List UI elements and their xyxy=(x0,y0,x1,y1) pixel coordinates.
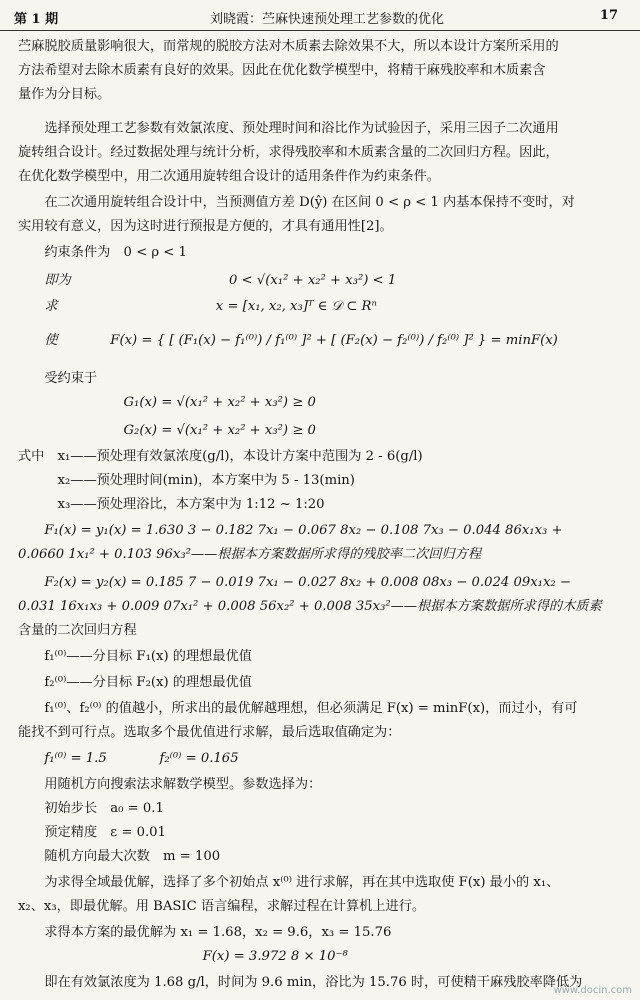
chosen-values: f₁⁽⁰⁾ = 1.5 f₂⁽⁰⁾ = 0.165 xyxy=(18,751,239,766)
formula-line: 即为 0 < √(x₁² + x₂² + x₃²) < 1 xyxy=(18,273,397,288)
text-line: 含量的二次回归方程 xyxy=(18,623,137,638)
text-line: 苎麻脱胶质量影响很大，而常规的脱胶方法对木质素去除效果不大，所以本设计方案所采用的 xyxy=(18,39,559,54)
regression-equation: F₁(x) = y₁(x) = 1.630 3 − 0.182 7x₁ − 0.067 8x₂ − 0.108 7x₃ − 0.044 86x₁x₃ + xyxy=(18,523,563,538)
text-line: 受约束于 xyxy=(18,371,98,386)
watermark: www.docin.com xyxy=(553,985,632,996)
text-line: 实用较有意义，因为这时进行预报是方便的，才具有通用性[2]。 xyxy=(18,219,393,234)
running-title: 刘晓霞：苎麻快速预处理工艺参数的优化 xyxy=(210,12,445,27)
page-number: 17 xyxy=(599,8,618,23)
result-formula: F(x) = 3.972 8 × 10⁻⁸ xyxy=(18,949,348,964)
text-line: x₂、x₃，即最优解。用 BASIC 语言编程，求解过程在计算机上进行。 xyxy=(18,899,426,914)
variable-definition: x₂——预处理时间(min)，本方案中为 5 - 13(min) xyxy=(18,473,355,488)
text-line: 旋转组合设计。经过数据处理与统计分析，求得残胶率和木质素含量的二次回归方程。因此， xyxy=(18,145,559,160)
definition-line: f₁⁽⁰⁾——分目标 F₁(x) 的理想最优值 xyxy=(18,649,252,664)
variable-definition: x₃——预处理浴比，本方案中为 1:12 ~ 1:20 xyxy=(18,497,325,512)
parameter-line: 随机方向最大次数 m = 100 xyxy=(18,849,221,864)
text-line: f₁⁽⁰⁾、f₂⁽⁰⁾ 的值越小，所求出的最优解越理想，但必须满足 F(x) = minF(x)，而过小，有可 xyxy=(18,701,578,716)
formula-line: G₂(x) = √(x₁² + x₂² + x₃²) ≥ 0 xyxy=(18,423,316,438)
text-line: 用随机方向搜索法求解数学模型。参数选择为： xyxy=(18,777,322,792)
text-line: 方法希望对去除木质素有良好的效果。因此在优化数学模型中，将精干麻残胶率和木质素含 xyxy=(18,63,546,78)
text-line: 即在有效氯浓度为 1.68 g/l，时间为 9.6 min，浴比为 15.76 时，可使精干麻残胶率降低为 xyxy=(18,975,583,990)
text-line: 为求得全域最优解，选择了多个初始点 x⁽⁰⁾ 进行求解，再在其中选取使 F(x) 最小的 x₁、 xyxy=(18,875,560,890)
variable-definition: 式中 x₁——预处理有效氯浓度(g/l)，本设计方案中范围为 2 - 6(g/l) xyxy=(18,449,423,464)
text-line: 量作为分目标。 xyxy=(18,87,111,102)
regression-equation: 0.0660 1x₁² + 0.103 96x₃²——根据本方案数据所求得的残胶率二次回归方程 xyxy=(18,547,482,562)
parameter-line: 初始步长 a₀ = 0.1 xyxy=(18,801,164,816)
formula-line: 使 F(x) = { [ (F₁(x) − f₁⁽⁰⁾) / f₁⁽⁰⁾ ]² + [ (F₂(x) − f₂⁽⁰⁾) / f₂⁽⁰⁾ ]² } = minF(x) xyxy=(18,333,558,348)
text-line: 能找不到可行点。选取多个最优值进行求解，最后选取值确定为： xyxy=(18,725,401,740)
issue-label: 第 1 期 xyxy=(14,12,59,27)
definition-line: f₂⁽⁰⁾——分目标 F₂(x) 的理想最优值 xyxy=(18,675,252,690)
parameter-line: 预定精度 ε = 0.01 xyxy=(18,825,166,840)
constraint-line: 约束条件为 0 < ρ < 1 xyxy=(18,245,187,260)
result-line: 求得本方案的最优解为 x₁ = 1.68，x₂ = 9.6，x₃ = 15.76 xyxy=(18,925,392,940)
regression-equation: F₂(x) = y₂(x) = 0.185 7 − 0.019 7x₁ − 0.027 8x₂ + 0.008 08x₃ − 0.024 09x₁x₂ − xyxy=(18,575,571,590)
regression-equation: 0.031 16x₁x₃ + 0.009 07x₁² + 0.008 56x₂² + 0.008 35x₃²——根据本方案数据所求得的木质素 xyxy=(18,599,602,614)
formula-line: G₁(x) = √(x₁² + x₂² + x₃²) ≥ 0 xyxy=(18,395,316,410)
page-header xyxy=(0,0,640,31)
text-line: 选择预处理工艺参数有效氯浓度、预处理时间和浴比作为试验因子，采用三因子二次通用 xyxy=(18,121,559,136)
text-line: 在优化数学模型中，用二次通用旋转组合设计的适用条件作为约束条件。 xyxy=(18,169,440,184)
formula-line: 求 x = [x₁, x₂, x₃]ᵀ ∈ 𝒟 ⊂ Rⁿ xyxy=(18,299,377,314)
text-line: 在二次通用旋转组合设计中，当预测值方差 D(ŷ) 在区间 0 < ρ < 1 内基本保持不变时，对 xyxy=(18,195,575,210)
